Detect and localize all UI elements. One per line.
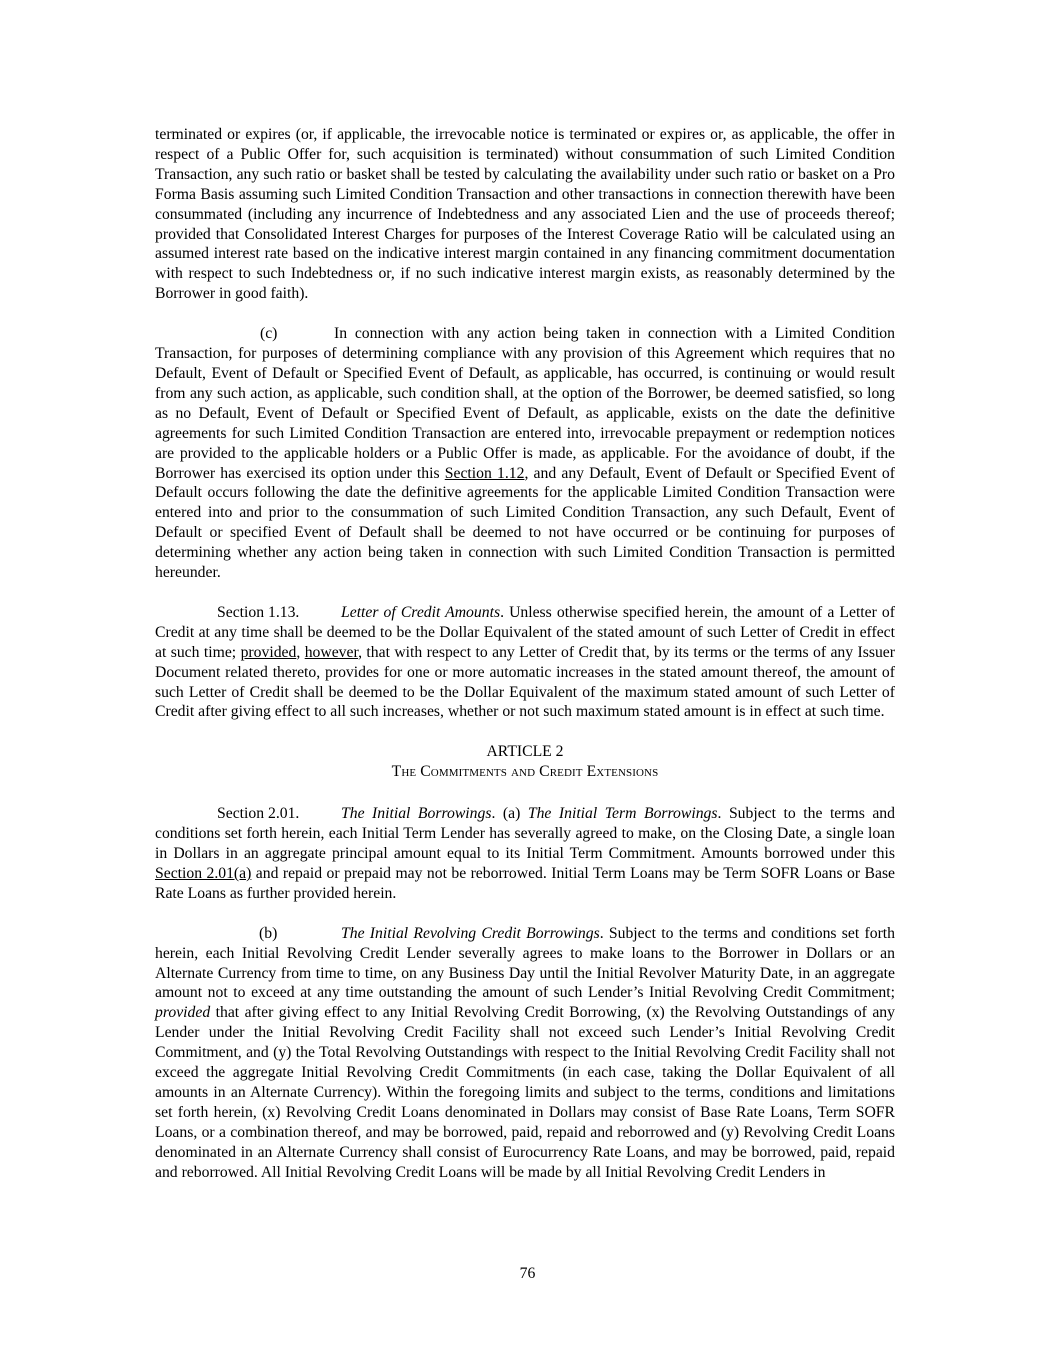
paragraph-text: . Subject to the terms and conditions set forth herein, each Initial Term Lender has severally agreed to make, on the Closing Date, a single loan in Dollars in an aggregate principal amount equal to its Initial Term Commitment. Amounts borrowed under this bbox=[155, 805, 895, 862]
paragraph-label: (c) bbox=[260, 325, 278, 343]
paragraph-text: , that with respect to any Letter of Credit that, by its terms or the terms of any Issuer Document related thereto, provides for one or more automatic increases in the stated amount thereof, the amount of such Letter of Credit shall be deemed to be the Dollar Equivalent of the maximum stated amount of such Letter of Credit after giving effect to all such increases, whether or not such maximum stated amount is in effect at such time. bbox=[155, 643, 895, 721]
section-number: Section 1.13. bbox=[217, 603, 300, 621]
section-1-13 bbox=[155, 603, 895, 722]
paragraph-text: In connection with any action being taken in connection with a Limited Condition Transaction, for purposes of determining compliance with any provision of this Agreement which requires that no Default, Event of Default or Specified Event of Default, as applicable, has occurred, is continuing or would result from any such action, as applicable, such condition shall, at the option of the Borrower, be deemed satisfied, so long as no Default, Event of Default or Specified Event of Default, as applicable, exists on the date the definitive agreements for such Limited Condition Transaction are entered into, irrevocable prepayment or redemption notices are provided to the applicable holders or a Public Offer is made, as applicable. For the avoidance of doubt, if the Borrower has exercised its option under this bbox=[155, 325, 895, 482]
paragraph-text: and repaid or prepaid may not be reborrowed. Initial Term Loans may be Term SOFR Loans or Base Rate Loans as further provided herein. bbox=[155, 864, 896, 902]
section-2-01 bbox=[155, 804, 895, 904]
paragraph-continuation: terminated or expires (or, if applicable, the irrevocable notice is terminated or expires or, as applicable, the offer in respect of a Public Offer for, such acquisition is terminated) without consummation of such Limited Condition Transaction, any such ratio or basket shall be tested by calculating the availability under such ratio or basket on a Pro Forma Basis assuming such Limited Condition Transaction and other transactions in connection therewith have been consummated (including any incurrence of Indebtedness and any associated Lien and the use of proceeds thereof; provided that Consolidated Interest Charges for purposes of the Interest Coverage Ratio will be calculated using an assumed interest rate based on the indicative interest margin contained in any financing commitment documentation with respect to such Indebtedness or, if no such indicative interest margin exists, as reasonably determined by the Borrower in good faith). bbox=[155, 126, 895, 303]
section-number: Section 2.01. bbox=[217, 805, 300, 823]
section-reference-link[interactable]: Section 1.12 bbox=[444, 464, 525, 482]
paragraph-text: . Subject to the terms and conditions set forth herein, each Initial Revolving Credit Lender severally agrees to make loans to the Borrower in Dollars or an Alternate Currency from time to time, on any Business Day until the Initial Revolver Maturity Date, in an aggregate amount not to exceed at any time outstanding the amount of such Lender’s Initial Revolving Credit Commitment; bbox=[155, 924, 895, 1002]
however-term: however bbox=[304, 643, 359, 661]
subsection-title: The Initial Term Borrowings bbox=[527, 805, 718, 823]
subsection-title: The Initial Revolving Credit Borrowings bbox=[341, 924, 600, 942]
page-body bbox=[155, 125, 895, 1203]
punctuation: . (a) bbox=[491, 805, 528, 823]
punctuation: , bbox=[296, 643, 305, 661]
article-heading: ARTICLE 2 bbox=[486, 743, 564, 761]
paragraph-text: . Unless otherwise specified herein, the amount of a Letter of Credit at any time shall be deemed to be the Dollar Equivalent of the stated amount of such Letter of Credit in effect at such time; bbox=[155, 603, 896, 661]
section-reference-link[interactable]: Section 2.01(a) bbox=[155, 864, 252, 882]
section-title: The Initial Borrowings bbox=[341, 805, 492, 823]
section-title: Letter of Credit Amounts bbox=[341, 603, 501, 621]
paragraph-c bbox=[155, 324, 895, 583]
paragraph-label: (b) bbox=[259, 924, 278, 942]
paragraph-text: that after giving effect to any Initial Revolving Credit Borrowing, (x) the Revolving Outstandings of any Lender under the Initial Revolving Credit Facility shall not exceed such Lender’s Initial Revolving Credit Commitment, and (y) the Total Revolving Outstandings with respect to the Initial Revolving Credit Facility shall not exceed the aggregate Initial Revolving Credit Commitments (in each case, taking the Dollar Equivalent of all amounts in an Alternate Currency). Within the foregoing limits and subject to the terms, conditions and limitations set forth herein, (x) Revolving Credit Loans denominated in Dollars may consist of Base Rate Loans, Term SOFR Loans, or a combination thereof, and may be borrowed, paid, repaid and reborrowed and (y) Revolving Credit Loans denominated in an Alternate Currency shall consist of Eurocurrency Rate Loans, and may be borrowed, paid, repaid and reborrowed. All Initial Revolving Credit Loans will be made by all Initial Revolving Credit Lenders in bbox=[155, 1004, 895, 1181]
paragraph-b bbox=[155, 924, 895, 1183]
page-number: 76 bbox=[519, 1265, 536, 1282]
paragraph-text: , and any Default, Event of Default or Specified Event of Default occurs following the date the definitive agreements for the applicable Limited Condition Transaction were entered into and prior to the consummation of such Limited Condition Transaction, any such Default, Event of Default or specified Event of Default shall be deemed to not have occurred or be continuing for purposes of determining whether any action being taken in connection with such Limited Condition Transaction is permitted hereunder. bbox=[155, 464, 895, 582]
provided-term: provided bbox=[240, 643, 297, 661]
provided-term: provided bbox=[155, 1004, 211, 1022]
article-subheading: The Commitments and Credit Extensions bbox=[391, 763, 659, 781]
